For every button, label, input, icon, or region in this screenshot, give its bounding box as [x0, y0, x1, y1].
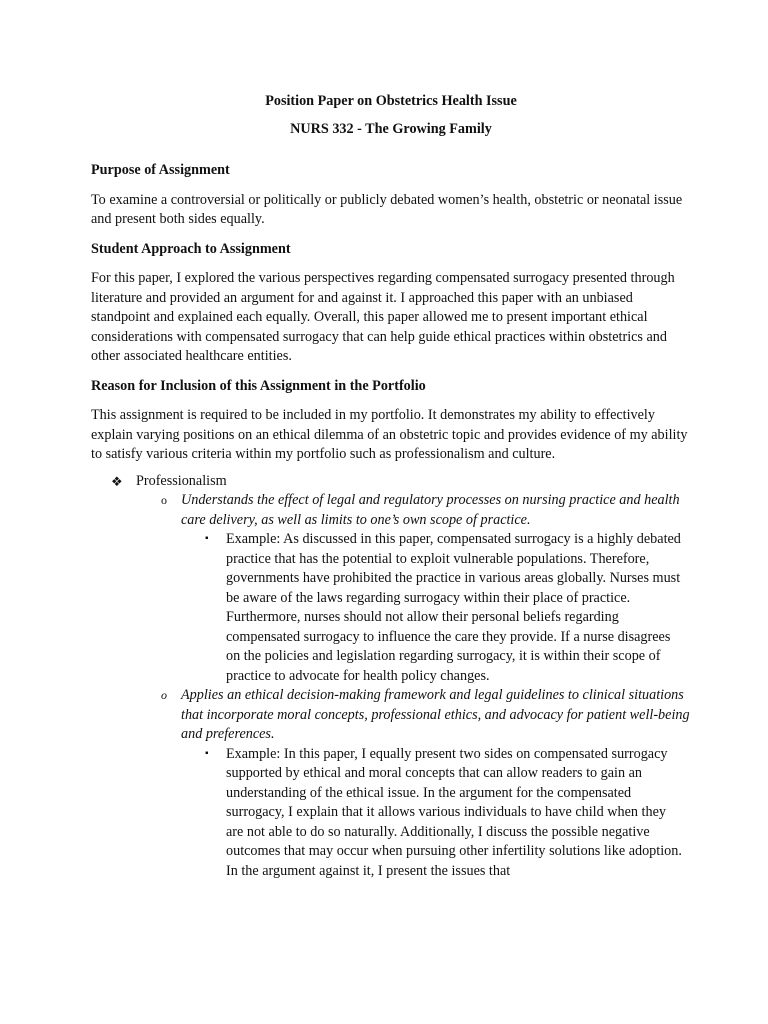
reason-heading: Reason for Inclusion of this Assignment in the Portfolio: [91, 377, 426, 394]
example-text: Example: As discussed in this paper, compensated surrogacy is a highly debated practice that has the potential to exploit vulnerable populations. Therefore, governments have prohibited the practice in various areas globally. Nurses must be aware of the laws regarding surrogacy within their place of practice. Furthermore, nurses should not allow their personal beliefs regarding compensated surrogacy to influence the care they provide. If a nurse disagrees on the policies and legislation regarding surrogacy, it is within their scope of practice to advocate for health policy changes.: [226, 531, 681, 684]
criterion-item: [91, 491, 691, 530]
example-text: Example: In this paper, I equally present two sides on compensated surrogacy supported by ethical and moral concepts that can allow readers to gain an understanding of the ethical issue. In the argument for the compensated surrogacy, I explain that it allows various individuals to have child when they are not able to do so naturally. Additionally, I discuss the possible negative outcomes that may occur when pursuing other infertility solutions like adoption. In the argument against it, I present the issues that: [226, 745, 682, 879]
criterion-text: Understands the effect of legal and regulatory processes on nursing practice and health care delivery, as well as limits to one’s own scope of practice.: [181, 492, 680, 528]
purpose-paragraph: To examine a controversial or politically or publicly debated women’s health, obstetric or neonatal issue and present both sides equally.: [91, 191, 683, 227]
category-label: Professionalism: [136, 472, 227, 489]
document-title: Position Paper on Obstetrics Health Issue: [265, 93, 517, 109]
approach-paragraph: For this paper, I explored the various perspectives regarding compensated surrogacy presented through literature and provided an argument for and against it. I approached this paper with an unbiased standpoint and explained each equally. Overall, this paper allowed me to present important ethical considerations with compensated surrogacy that can help guide ethical practices within obstetrics and other associated healthcare entities.: [91, 270, 675, 364]
course-title: NURS 332 - The Growing Family: [290, 120, 492, 137]
circle-bullet-icon: o: [161, 493, 167, 507]
diamond-bullet-icon: ❖: [111, 473, 123, 489]
square-bullet-icon: ▪: [205, 533, 209, 544]
example-item: [91, 745, 691, 882]
example-item: [91, 530, 691, 686]
purpose-heading: Purpose of Assignment: [91, 162, 230, 178]
circle-bullet-icon: o: [161, 688, 167, 702]
document-page: [91, 92, 691, 881]
criterion-text: Applies an ethical decision-making framework and legal guidelines to clinical situations that incorporate moral concepts, professional ethics, and advocacy for patient well-being and preferences.: [181, 687, 690, 742]
criterion-item: [91, 686, 691, 745]
reason-paragraph: This assignment is required to be included in my portfolio. It demonstrates my ability to effectively explain varying positions on an ethical dilemma of an obstetric topic and provides evidence of my ability to satisfy various criteria within my portfolio such as professionalism and culture.: [91, 407, 688, 462]
square-bullet-icon: ▪: [205, 747, 209, 759]
approach-heading: Student Approach to Assignment: [91, 240, 291, 257]
criteria-category: [91, 472, 691, 492]
